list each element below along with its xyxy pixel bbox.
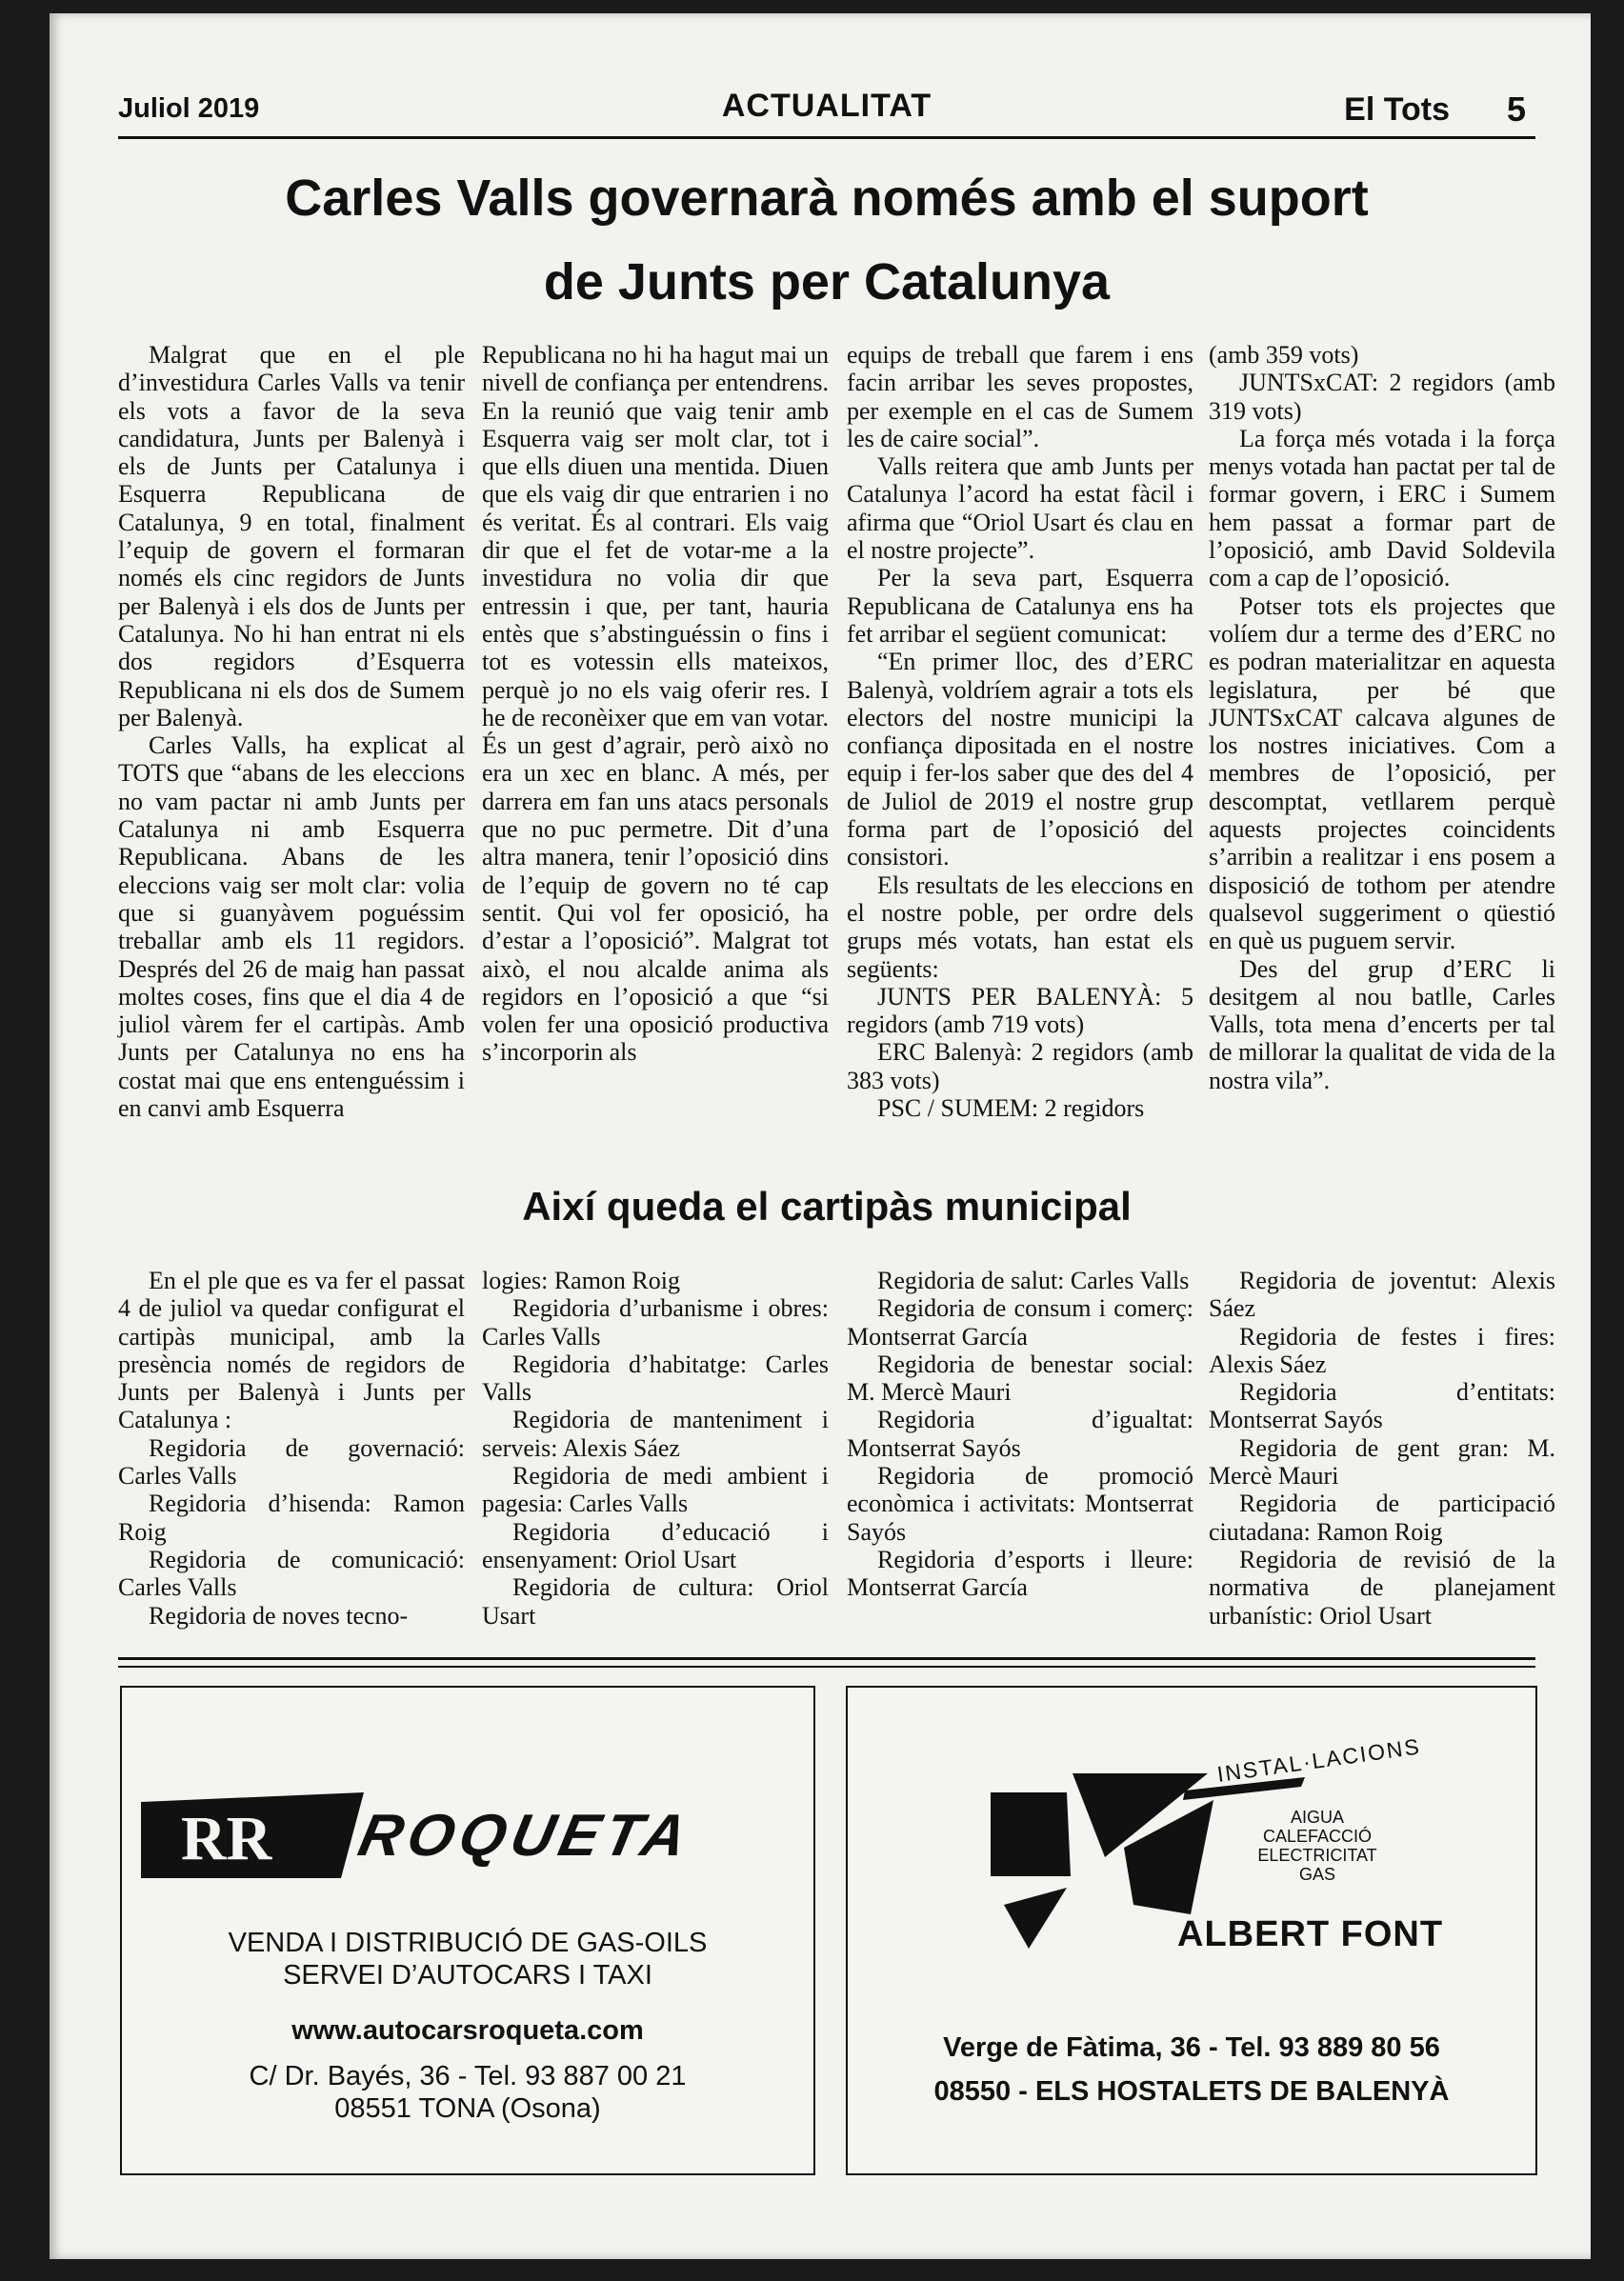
albert-font-name: ALBERT FONT [1177,1914,1444,1954]
service-gas: GAS [1298,1865,1335,1884]
article-column-1 [118,341,465,1122]
cartipas-column-3 [847,1267,1193,1602]
cartipas-column-1 [118,1267,465,1630]
paragraph: Regidoria de revisió de la normativa de planejament urbanístic: Oriol Usart [1209,1545,1555,1630]
paragraph: Regidoria de festes i fires: Alexis Sáez [1209,1322,1555,1378]
paragraph: Republicana no hi ha hagut mai un nivell de confiança per entendrens. En la reunió que vaig tenir amb Esquerra vaig ser molt clar, tot i que ells diuen una mentida. Diuen que els vaig dir que entrarien i no és veritat. És al contrari. Els vaig dir que el fet de votar-me a la investidura no volia dir que entressin i que, per tant, hauria entès que s’abstinguéssin o fins i tot es votessin ells mateixos, perquè jo no els vaig oferir res. I he de reconèixer que em van votar. És un gest d’agrair, però això no era un xec en blanc. A més, per darrera em fan uns atacs personals que no puc permetre. Dit d’una altra manera, tenir l’oposició dins de l’equip de govern no té cap sentit. Qui vol fer oposició, ha d’estar a l’oposició”. Malgrat tot això, el nou alcalde anima als regidors en l’oposició a que “si volen fer una oposició productiva s’incorporin als [482,341,829,1067]
paragraph: Per la seva part, Esquerra Republicana de Catalunya ens ha fet arribar el següent comunicat: [847,564,1193,648]
paragraph: Regidoria de governació: Carles Valls [118,1433,465,1491]
paragraph: Regidoria de noves tecno- [149,1601,409,1630]
roqueta-line-2: SERVEI D’AUTOCARS I TAXI [283,1960,652,1991]
roqueta-address: C/ Dr. Bayés, 36 - Tel. 93 887 00 21 [249,2061,687,2091]
section-title: ACTUALITAT [721,88,932,124]
paragraph: Potser tots els projectes que volíem dur a terme des d’ERC no es podran materialitzar en aquesta legislatura, per bé que JUNTSxCAT calcava algunes de los nostres iniciatives. Com a membres de l’oposició, per descomptat, vetllarem perquè aquests projectes coincidents s’arribin a realitzar i ens posem a disposició de tothom per atendre qualsevol suggeriment o qüestió en què us puguem servir. [1209,591,1555,955]
ads-rule [118,1657,1535,1660]
roqueta-line-1: VENDA I DISTRIBUCIÓ DE GAS-OILS [228,1928,708,1958]
paragraph: “En primer lloc, des d’ERC Balenyà, voldríem agrair a tots els electors del nostre municipi la confiança dipositada en el nostre equip i fer-los saber que des del 4 de Juliol de 2019 el nostre grup forma part de l’oposició del consistori. [847,648,1193,871]
header-rule [118,136,1535,139]
article-column-2 [482,341,829,1067]
paragraph: En el ple que es va fer el passat 4 de juliol va quedar configurat el cartipàs municipal, amb la presència només de regidors de Junts per Balenyà i Junts per Catalunya : [118,1267,465,1434]
paragraph: Els resultats de les eleccions en el nostre poble, per ordre dels grups més votats, han estat els següents: [847,870,1193,983]
page-number: 5 [1506,90,1526,129]
paragraph: Regidoria d’educació i ensenyament: Oriol Usart [482,1517,829,1573]
page-header [118,88,1535,139]
cartipas-subhead: Així queda el cartipàs municipal [522,1184,1132,1229]
paragraph: JUNTS PER BALENYÀ: 5 regidors (amb 719 vots) [847,982,1193,1039]
roqueta-website: www.autocarsroqueta.com [291,2015,644,2046]
paragraph: Regidoria d’habitatge: Carles Valls [482,1350,829,1407]
paragraph: Valls reitera que amb Junts per Catalunya l’acord ha estat fàcil i afirma que “Oriol Usart és clau en el nostre projecte”. [847,452,1193,565]
issue-date: Juliol 2019 [118,93,260,124]
paragraph: Regidoria de participació ciutadana: Ramon Roig [1209,1490,1555,1546]
paragraph: Regidoria de benestar social: M. Mercè Mauri [847,1350,1193,1407]
service-water: AIGUA [1290,1808,1344,1827]
albert-font-address: Verge de Fàtima, 36 - Tel. 93 889 80 56 [943,2032,1440,2063]
paragraph: Des del grup d’ERC li desitgem al nou batlle, Carles Valls, tota mena d’encerts per tal de millorar la qualitat de vida de la nostra vila”. [1209,954,1555,1094]
paragraph: Regidoria de medi ambient i pagesia: Carles Valls [482,1462,829,1518]
paragraph: Regidoria d’hisenda: Ramon Roig [118,1490,465,1546]
roqueta-initials: RR [181,1804,272,1873]
paragraph: Carles Valls, ha explicat al TOTS que “abans de les eleccions no vam pactar ni amb Junts per Catalunya ni amb Esquerra Republicana. Abans de les eleccions vaig ser molt clar: volia que si guanyàvem poguéssim treballar amb els 11 regidors. Després del 26 de maig han passat moltes coses, fins que el dia 4 de juliol vàrem fer el cartipàs. Amb Junts per Catalunya no ens ha costat mai que ens entenguéssim i en canvi amb Esquerra [118,731,465,1123]
paragraph: Malgrat que en el ple d’investidura Carles Valls va tenir els vots a favor de la seva candidatura, Junts per Balenyà i els de Junts per Catalunya i Esquerra Republicana de Catalunya, 9 en total, finalment l’equip de govern el formaran només els cinc regidors de Junts per Balenyà i els dos de Junts per Catalunya. No hi han entrat ni els dos regidors d’Esquerra Republicana ni els dos de Sumem per Balenyà. [118,341,465,731]
article-column-3 [847,341,1193,1122]
cartipas-column-2 [482,1267,829,1630]
paragraph: Regidoria de joventut: Alexis Sáez [1209,1267,1555,1323]
headline-line-2: de Junts per Catalunya [543,253,1111,310]
paragraph: (amb 359 vots) [1209,341,1359,369]
paragraph: Regidoria de cultura: Oriol Usart [482,1573,829,1630]
service-electricity: ELECTRICITAT [1257,1846,1377,1865]
paragraph: ERC Balenyà: 2 regidors (amb 383 vots) [847,1038,1193,1094]
ads-rule [118,1666,1535,1668]
paragraph: PSC / SUMEM: 2 regidors [877,1094,1145,1123]
paragraph: Regidoria de consum i comerç: Montserrat García [847,1294,1193,1351]
paragraph: Regidoria d’esports i lleure: Montserrat García [847,1545,1193,1602]
paragraph: Regidoria de salut: Carles Valls [877,1267,1190,1294]
roqueta-advertisement [120,1686,815,2175]
paragraph: Regidoria d’urbanisme i obres: Carles Valls [482,1294,829,1351]
paragraph: Regidoria de manteniment i serveis: Alexis Sáez [482,1406,829,1462]
publication-name: El Tots [1344,91,1450,128]
installations-label: INSTAL·LACIONS [1215,1733,1423,1788]
albert-font-advertisement [846,1686,1537,2175]
article-headline [118,156,1535,324]
article-column-4 [1209,341,1555,1094]
service-heating: CALEFACCIÓ [1262,1827,1373,1846]
paragraph: La força més votada i la força menys votada han pactat per tal de formar govern, i ERC i Sumem hem passat a formar part de l’oposició, amb David Soldevila com a cap de l’oposició. [1209,424,1555,592]
paragraph: JUNTSxCAT: 2 regidors (amb 319 vots) [1209,369,1555,425]
headline-line-1: Carles Valls governarà només amb el suport [285,170,1369,227]
paragraph: Regidoria d’igualtat: Montserrat Sayós [847,1406,1193,1462]
paragraph: Regidoria d’entitats: Montserrat Sayós [1209,1378,1555,1434]
cartipas-column-4 [1209,1267,1555,1630]
roqueta-city: 08551 TONA (Osona) [334,2093,601,2124]
paragraph: equips de treball que farem i ens facin arribar les seves propostes, per exemple en el cas de Sumem les de caire social”. [847,341,1193,452]
paragraph: Regidoria de gent gran: M. Mercè Mauri [1209,1433,1555,1491]
paragraph: logies: Ramon Roig [482,1267,680,1294]
paragraph: Regidoria de promoció econòmica i activitats: Montserrat Sayós [847,1462,1193,1546]
roqueta-name: ROQUETA [352,1803,698,1869]
paragraph: Regidoria de comunicació: Carles Valls [118,1545,465,1602]
albert-font-city: 08550 - ELS HOSTALETS DE BALENYÀ [933,2076,1450,2107]
